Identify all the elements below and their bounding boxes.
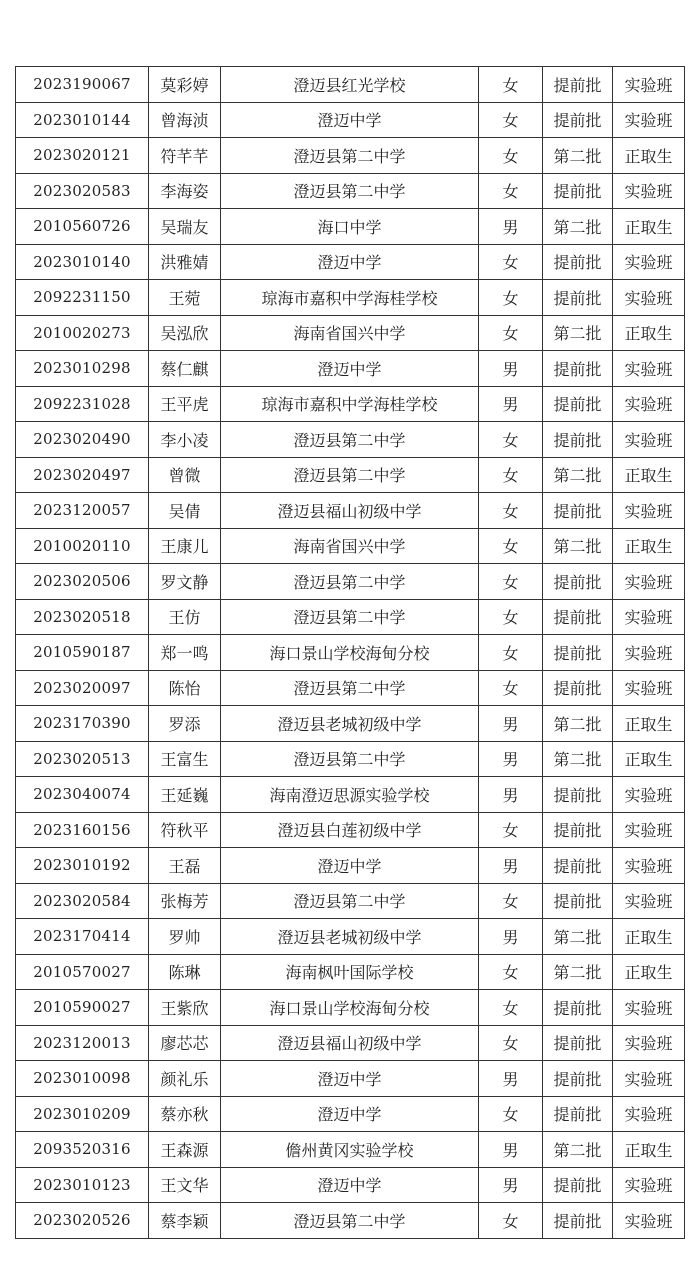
school-cell: 澄迈中学 [221, 244, 479, 280]
table-row [16, 138, 685, 174]
gender-cell: 女 [479, 315, 543, 351]
table-row [16, 351, 685, 387]
class-type-cell: 实验班 [613, 1025, 685, 1061]
table-row [16, 493, 685, 529]
gender-cell: 男 [479, 706, 543, 742]
class-type-cell: 实验班 [613, 493, 685, 529]
gender-cell: 女 [479, 244, 543, 280]
table-row [16, 741, 685, 777]
table-row [16, 883, 685, 919]
school-cell: 澄迈县第二中学 [221, 670, 479, 706]
batch-cell: 提前批 [543, 812, 613, 848]
student-id-cell: 2023020097 [16, 670, 149, 706]
table-row [16, 777, 685, 813]
student-id-cell: 2023020490 [16, 422, 149, 458]
class-type-cell: 实验班 [613, 67, 685, 103]
name-cell: 王菀 [149, 280, 221, 316]
gender-cell: 女 [479, 883, 543, 919]
class-type-cell: 实验班 [613, 422, 685, 458]
class-type-cell: 实验班 [613, 848, 685, 884]
name-cell: 郑一鸣 [149, 635, 221, 671]
school-cell: 澄迈县福山初级中学 [221, 493, 479, 529]
batch-cell: 提前批 [543, 990, 613, 1026]
name-cell: 洪雅婧 [149, 244, 221, 280]
table-row [16, 706, 685, 742]
gender-cell: 男 [479, 1061, 543, 1097]
admission-table [15, 66, 685, 1239]
class-type-cell: 实验班 [613, 1061, 685, 1097]
student-id-cell: 2010590187 [16, 635, 149, 671]
table-row [16, 102, 685, 138]
class-type-cell: 实验班 [613, 812, 685, 848]
name-cell: 陈怡 [149, 670, 221, 706]
student-id-cell: 2023020506 [16, 564, 149, 600]
school-cell: 琼海市嘉积中学海桂学校 [221, 280, 479, 316]
table-row [16, 67, 685, 103]
table-row [16, 670, 685, 706]
student-id-cell: 2023010209 [16, 1096, 149, 1132]
gender-cell: 女 [479, 599, 543, 635]
name-cell: 莫彩婷 [149, 67, 221, 103]
class-type-cell: 实验班 [613, 1096, 685, 1132]
name-cell: 廖芯芯 [149, 1025, 221, 1061]
gender-cell: 女 [479, 990, 543, 1026]
gender-cell: 女 [479, 564, 543, 600]
name-cell: 罗文静 [149, 564, 221, 600]
table-row [16, 244, 685, 280]
school-cell: 澄迈县老城初级中学 [221, 706, 479, 742]
name-cell: 蔡亦秋 [149, 1096, 221, 1132]
batch-cell: 第二批 [543, 1132, 613, 1168]
batch-cell: 提前批 [543, 386, 613, 422]
class-type-cell: 正取生 [613, 741, 685, 777]
student-id-cell: 2023020121 [16, 138, 149, 174]
batch-cell: 第二批 [543, 741, 613, 777]
school-cell: 澄迈县老城初级中学 [221, 919, 479, 955]
class-type-cell: 实验班 [613, 883, 685, 919]
name-cell: 曾微 [149, 457, 221, 493]
gender-cell: 女 [479, 493, 543, 529]
gender-cell: 男 [479, 1167, 543, 1203]
batch-cell: 第二批 [543, 315, 613, 351]
table-row [16, 1203, 685, 1239]
batch-cell: 提前批 [543, 493, 613, 529]
school-cell: 澄迈县第二中学 [221, 599, 479, 635]
table-row [16, 1167, 685, 1203]
student-id-cell: 2023010298 [16, 351, 149, 387]
class-type-cell: 正取生 [613, 706, 685, 742]
batch-cell: 第二批 [543, 706, 613, 742]
gender-cell: 男 [479, 209, 543, 245]
class-type-cell: 实验班 [613, 351, 685, 387]
student-id-cell: 2023170414 [16, 919, 149, 955]
school-cell: 海南省国兴中学 [221, 528, 479, 564]
table-row [16, 1132, 685, 1168]
batch-cell: 提前批 [543, 67, 613, 103]
gender-cell: 男 [479, 1132, 543, 1168]
student-id-cell: 2023010192 [16, 848, 149, 884]
school-cell: 澄迈县白莲初级中学 [221, 812, 479, 848]
student-id-cell: 2023010098 [16, 1061, 149, 1097]
gender-cell: 女 [479, 954, 543, 990]
student-id-cell: 2023170390 [16, 706, 149, 742]
table-row [16, 954, 685, 990]
gender-cell: 女 [479, 138, 543, 174]
gender-cell: 女 [479, 1025, 543, 1061]
student-id-cell: 2092231150 [16, 280, 149, 316]
batch-cell: 第二批 [543, 138, 613, 174]
student-id-cell: 2023120013 [16, 1025, 149, 1061]
class-type-cell: 实验班 [613, 280, 685, 316]
table-row [16, 1025, 685, 1061]
student-id-cell: 2010020273 [16, 315, 149, 351]
batch-cell: 提前批 [543, 280, 613, 316]
gender-cell: 男 [479, 777, 543, 813]
table-row [16, 564, 685, 600]
class-type-cell: 实验班 [613, 102, 685, 138]
student-id-cell: 2023010123 [16, 1167, 149, 1203]
gender-cell: 女 [479, 812, 543, 848]
batch-cell: 提前批 [543, 351, 613, 387]
gender-cell: 女 [479, 457, 543, 493]
school-cell: 澄迈县第二中学 [221, 422, 479, 458]
batch-cell: 提前批 [543, 1096, 613, 1132]
student-id-cell: 2010570027 [16, 954, 149, 990]
class-type-cell: 正取生 [613, 528, 685, 564]
table-row [16, 1061, 685, 1097]
student-id-cell: 2023010144 [16, 102, 149, 138]
school-cell: 海南澄迈思源实验学校 [221, 777, 479, 813]
name-cell: 王富生 [149, 741, 221, 777]
school-cell: 澄迈县第二中学 [221, 138, 479, 174]
student-id-cell: 2023160156 [16, 812, 149, 848]
table-row [16, 209, 685, 245]
class-type-cell: 正取生 [613, 457, 685, 493]
batch-cell: 提前批 [543, 422, 613, 458]
school-cell: 澄迈县第二中学 [221, 457, 479, 493]
batch-cell: 提前批 [543, 1025, 613, 1061]
gender-cell: 女 [479, 173, 543, 209]
class-type-cell: 实验班 [613, 990, 685, 1026]
school-cell: 澄迈县第二中学 [221, 741, 479, 777]
class-type-cell: 实验班 [613, 173, 685, 209]
student-id-cell: 2010020110 [16, 528, 149, 564]
class-type-cell: 实验班 [613, 244, 685, 280]
batch-cell: 提前批 [543, 244, 613, 280]
student-id-cell: 2092231028 [16, 386, 149, 422]
class-type-cell: 实验班 [613, 635, 685, 671]
class-type-cell: 实验班 [613, 1167, 685, 1203]
student-id-cell: 2023020583 [16, 173, 149, 209]
gender-cell: 男 [479, 386, 543, 422]
name-cell: 王仿 [149, 599, 221, 635]
class-type-cell: 实验班 [613, 386, 685, 422]
batch-cell: 第二批 [543, 919, 613, 955]
name-cell: 李小凌 [149, 422, 221, 458]
class-type-cell: 正取生 [613, 209, 685, 245]
school-cell: 澄迈县福山初级中学 [221, 1025, 479, 1061]
student-id-cell: 2023020513 [16, 741, 149, 777]
name-cell: 罗添 [149, 706, 221, 742]
gender-cell: 女 [479, 635, 543, 671]
school-cell: 海口景山学校海甸分校 [221, 635, 479, 671]
table-row [16, 422, 685, 458]
school-cell: 澄迈中学 [221, 351, 479, 387]
batch-cell: 提前批 [543, 777, 613, 813]
batch-cell: 提前批 [543, 599, 613, 635]
school-cell: 海南省国兴中学 [221, 315, 479, 351]
school-cell: 海口景山学校海甸分校 [221, 990, 479, 1026]
class-type-cell: 实验班 [613, 1203, 685, 1239]
name-cell: 王紫欣 [149, 990, 221, 1026]
gender-cell: 女 [479, 670, 543, 706]
batch-cell: 第二批 [543, 209, 613, 245]
batch-cell: 提前批 [543, 848, 613, 884]
batch-cell: 提前批 [543, 670, 613, 706]
table-row [16, 173, 685, 209]
table-row [16, 280, 685, 316]
batch-cell: 提前批 [543, 883, 613, 919]
name-cell: 蔡李颖 [149, 1203, 221, 1239]
name-cell: 符秋平 [149, 812, 221, 848]
gender-cell: 女 [479, 67, 543, 103]
table-row [16, 1096, 685, 1132]
school-cell: 澄迈县红光学校 [221, 67, 479, 103]
school-cell: 澄迈县第二中学 [221, 1203, 479, 1239]
school-cell: 澄迈县第二中学 [221, 564, 479, 600]
table-row [16, 315, 685, 351]
gender-cell: 女 [479, 280, 543, 316]
batch-cell: 提前批 [543, 173, 613, 209]
table-row [16, 848, 685, 884]
batch-cell: 提前批 [543, 102, 613, 138]
school-cell: 澄迈中学 [221, 102, 479, 138]
name-cell: 蔡仁麒 [149, 351, 221, 387]
table-row [16, 990, 685, 1026]
class-type-cell: 正取生 [613, 954, 685, 990]
table-row [16, 457, 685, 493]
school-cell: 海南枫叶国际学校 [221, 954, 479, 990]
student-id-cell: 2023020584 [16, 883, 149, 919]
student-id-cell: 2010560726 [16, 209, 149, 245]
class-type-cell: 正取生 [613, 138, 685, 174]
table-row [16, 635, 685, 671]
gender-cell: 男 [479, 741, 543, 777]
class-type-cell: 实验班 [613, 599, 685, 635]
gender-cell: 男 [479, 351, 543, 387]
school-cell: 儋州黄冈实验学校 [221, 1132, 479, 1168]
gender-cell: 女 [479, 422, 543, 458]
student-id-cell: 2023190067 [16, 67, 149, 103]
table-row [16, 812, 685, 848]
name-cell: 王延巍 [149, 777, 221, 813]
school-cell: 澄迈县第二中学 [221, 173, 479, 209]
school-cell: 澄迈县第二中学 [221, 883, 479, 919]
name-cell: 颜礼乐 [149, 1061, 221, 1097]
school-cell: 澄迈中学 [221, 1167, 479, 1203]
class-type-cell: 实验班 [613, 564, 685, 600]
name-cell: 吴泓欣 [149, 315, 221, 351]
school-cell: 琼海市嘉积中学海桂学校 [221, 386, 479, 422]
student-id-cell: 2023020518 [16, 599, 149, 635]
name-cell: 张梅芳 [149, 883, 221, 919]
class-type-cell: 实验班 [613, 777, 685, 813]
name-cell: 吴倩 [149, 493, 221, 529]
gender-cell: 女 [479, 1203, 543, 1239]
name-cell: 李海姿 [149, 173, 221, 209]
name-cell: 符芊芊 [149, 138, 221, 174]
gender-cell: 男 [479, 848, 543, 884]
class-type-cell: 正取生 [613, 919, 685, 955]
batch-cell: 提前批 [543, 1203, 613, 1239]
name-cell: 王森源 [149, 1132, 221, 1168]
name-cell: 罗帅 [149, 919, 221, 955]
student-id-cell: 2023020497 [16, 457, 149, 493]
table-row [16, 528, 685, 564]
school-cell: 海口中学 [221, 209, 479, 245]
class-type-cell: 正取生 [613, 315, 685, 351]
school-cell: 澄迈中学 [221, 1061, 479, 1097]
name-cell: 王康儿 [149, 528, 221, 564]
gender-cell: 女 [479, 102, 543, 138]
batch-cell: 提前批 [543, 1061, 613, 1097]
gender-cell: 男 [479, 919, 543, 955]
student-id-cell: 2093520316 [16, 1132, 149, 1168]
batch-cell: 第二批 [543, 528, 613, 564]
name-cell: 陈琳 [149, 954, 221, 990]
table-row [16, 919, 685, 955]
name-cell: 王磊 [149, 848, 221, 884]
name-cell: 曾海浈 [149, 102, 221, 138]
gender-cell: 女 [479, 528, 543, 564]
gender-cell: 女 [479, 1096, 543, 1132]
admission-table-body [16, 67, 685, 1239]
student-id-cell: 2010590027 [16, 990, 149, 1026]
batch-cell: 提前批 [543, 635, 613, 671]
student-id-cell: 2023010140 [16, 244, 149, 280]
student-id-cell: 2023040074 [16, 777, 149, 813]
table-row [16, 386, 685, 422]
class-type-cell: 实验班 [613, 670, 685, 706]
class-type-cell: 正取生 [613, 1132, 685, 1168]
table-row [16, 599, 685, 635]
name-cell: 王文华 [149, 1167, 221, 1203]
school-cell: 澄迈中学 [221, 848, 479, 884]
name-cell: 吴瑞友 [149, 209, 221, 245]
student-id-cell: 2023020526 [16, 1203, 149, 1239]
batch-cell: 提前批 [543, 1167, 613, 1203]
student-id-cell: 2023120057 [16, 493, 149, 529]
name-cell: 王平虎 [149, 386, 221, 422]
batch-cell: 提前批 [543, 564, 613, 600]
school-cell: 澄迈中学 [221, 1096, 479, 1132]
batch-cell: 第二批 [543, 954, 613, 990]
batch-cell: 第二批 [543, 457, 613, 493]
